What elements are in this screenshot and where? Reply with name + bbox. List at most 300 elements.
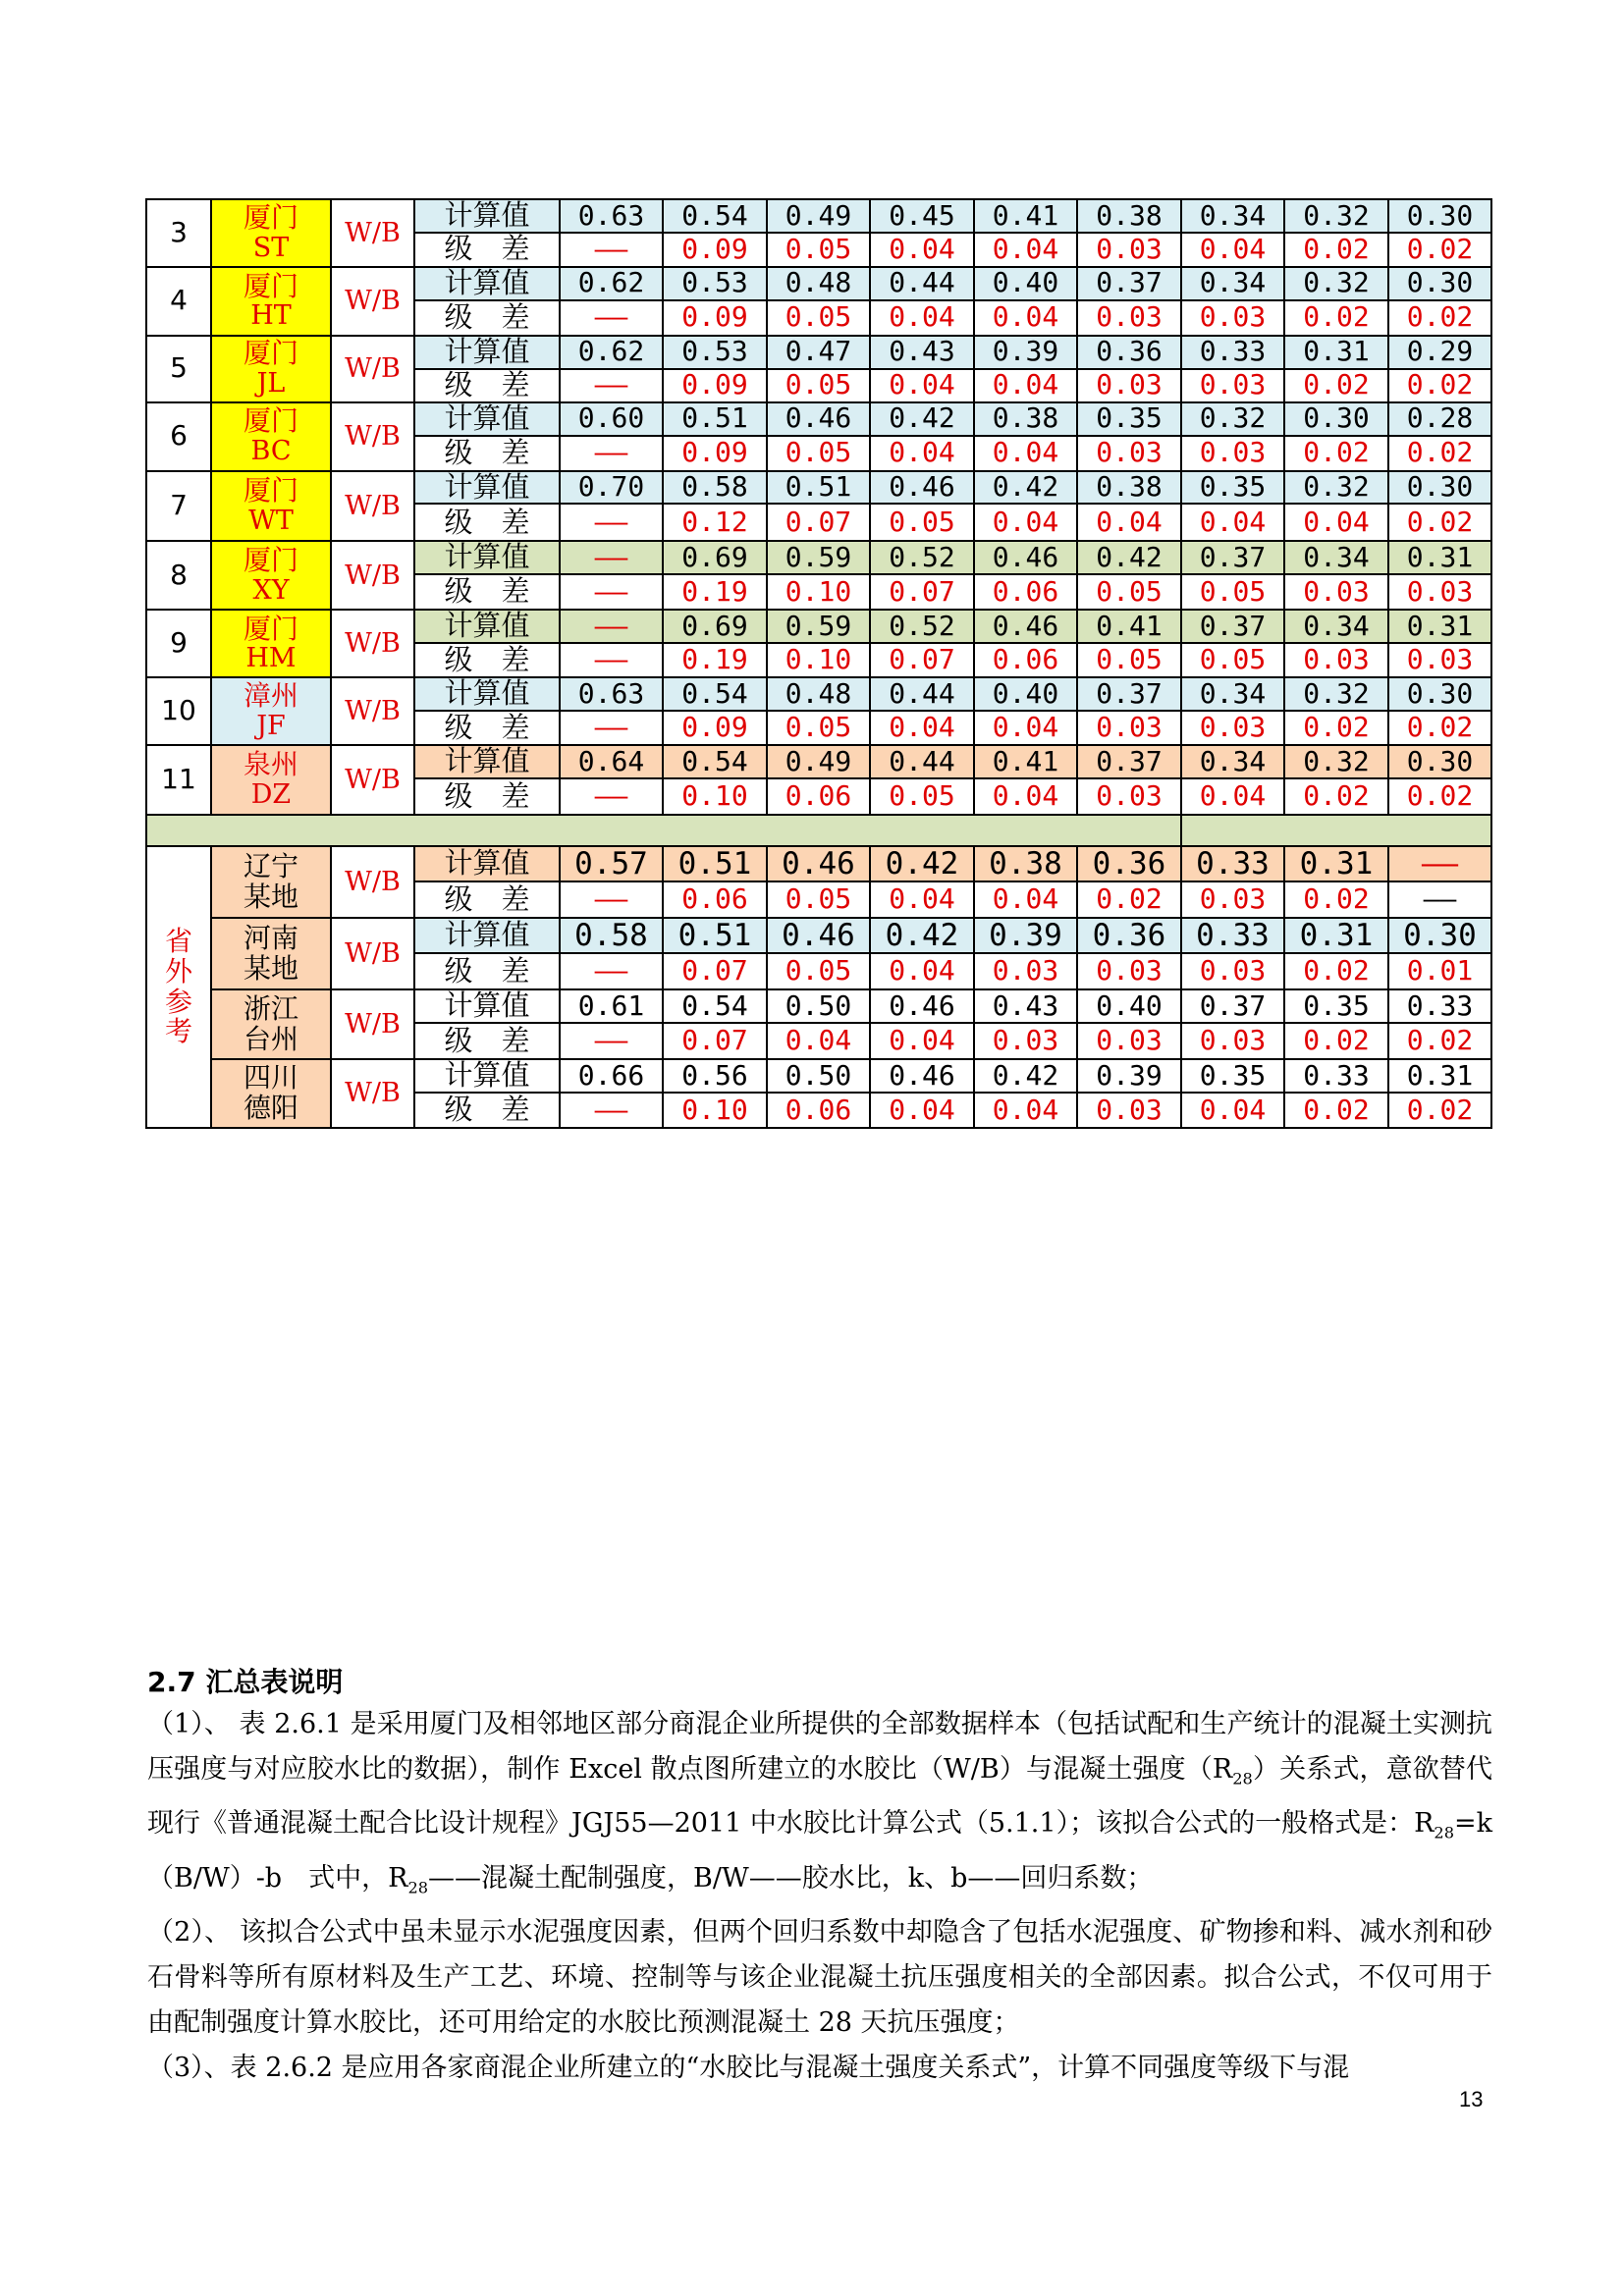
calc-value: 0.62 — [560, 336, 663, 369]
calc-value: 0.50 — [767, 989, 870, 1023]
calc-label: 计算值 — [414, 846, 560, 881]
diff-value: 0.03 — [1077, 300, 1181, 336]
calc-value: 0.45 — [870, 199, 974, 233]
calc-value: 0.58 — [560, 918, 663, 953]
diff-value: 0.07 — [663, 1023, 767, 1059]
calc-value: 0.31 — [1388, 1059, 1491, 1093]
region-city: 厦门 — [243, 404, 298, 438]
wb-label: W/B — [331, 846, 414, 918]
diff-value: 0.04 — [974, 300, 1077, 336]
table-row — [146, 745, 1491, 778]
row-number: 11 — [146, 745, 211, 815]
calc-value: 0.33 — [1181, 336, 1284, 369]
diff-value: 0.04 — [974, 436, 1077, 471]
diff-value: 0.03 — [1077, 1023, 1181, 1059]
place-name-2: 某地 — [243, 880, 298, 913]
diff-value: 0.03 — [1077, 436, 1181, 471]
calc-value: 0.59 — [767, 610, 870, 643]
table-row — [146, 610, 1491, 643]
calc-value: 0.30 — [1388, 745, 1491, 778]
calc-value: 0.46 — [870, 1059, 974, 1093]
table-row — [146, 402, 1491, 436]
calc-value: 0.46 — [767, 846, 870, 881]
diff-value: 0.02 — [1388, 778, 1491, 815]
region-code: DZ — [250, 779, 292, 811]
diff-value: 0.03 — [1388, 643, 1491, 677]
diff-value: 0.04 — [1077, 504, 1181, 541]
calc-value: 0.41 — [974, 745, 1077, 778]
diff-value: 0.07 — [870, 643, 974, 677]
diff-label: 级 差 — [414, 1023, 560, 1059]
diff-value: 0.06 — [767, 1093, 870, 1128]
paragraph-1: （1）、 表 2.6.1 是采用厦门及相邻地区部分商混企业所提供的全部数据样本（包括试配和生产统计的混凝土实测抗压强度与对应胶水比的数据），制作 Excel 散点图所建立的水胶比（W/B）与混凝土强度$(R_{28})$关系式，意欲替代现行《普通混凝土配合比设计规程》JGJ55—2011 中水胶比计算公式（5.1.1）；该拟合公式的一般格式是：$R_{28}=k(B/W)-b$ 式中，$R_{28}——$混凝土配制强度，B/W——胶水比，k、b——回归系数； — [147, 1709, 1492, 1897]
diff-value: 0.03 — [974, 1023, 1077, 1059]
diff-value: 0.06 — [974, 643, 1077, 677]
outside-reference-char: 参 — [164, 985, 192, 1018]
diff-value: 0.03 — [1181, 300, 1284, 336]
region-cell — [211, 471, 331, 542]
diff-value: 0.06 — [974, 574, 1077, 610]
diff-value: —— — [560, 233, 663, 267]
calc-value: 0.32 — [1284, 677, 1388, 711]
wb-label: W/B — [331, 267, 414, 336]
diff-value: 0.04 — [974, 881, 1077, 918]
diff-value: —— — [1388, 881, 1491, 918]
diff-value: 0.02 — [1388, 369, 1491, 402]
region-city: 厦门 — [243, 337, 298, 370]
diff-value: 0.02 — [1388, 504, 1491, 541]
diff-value: 0.04 — [1181, 778, 1284, 815]
region-code: BC — [250, 436, 292, 467]
calc-label: 计算值 — [414, 336, 560, 369]
diff-label: 级 差 — [414, 643, 560, 677]
calc-value: 0.32 — [1284, 267, 1388, 300]
diff-value: 0.10 — [767, 574, 870, 610]
wb-label: W/B — [331, 402, 414, 471]
row-number: 5 — [146, 336, 211, 402]
wb-label: W/B — [331, 541, 414, 610]
calc-value: 0.36 — [1077, 918, 1181, 953]
diff-label: 级 差 — [414, 953, 560, 989]
region-cell — [211, 267, 331, 336]
diff-label: 级 差 — [414, 711, 560, 745]
diff-value: —— — [560, 1023, 663, 1059]
diff-value: 0.07 — [767, 504, 870, 541]
diff-value: 0.03 — [1181, 711, 1284, 745]
region-code: HT — [250, 300, 292, 332]
region-cell — [211, 336, 331, 402]
diff-value: 0.09 — [663, 300, 767, 336]
calc-value: 0.33 — [1181, 918, 1284, 953]
diff-value: —— — [560, 711, 663, 745]
calc-value: 0.43 — [870, 336, 974, 369]
calc-label: 计算值 — [414, 471, 560, 505]
region-code: XY — [252, 574, 290, 606]
diff-value: 0.03 — [1077, 953, 1181, 989]
calc-value: 0.30 — [1388, 677, 1491, 711]
wb-label: W/B — [331, 745, 414, 815]
separator-cell — [1181, 815, 1491, 846]
diff-value: 0.05 — [767, 953, 870, 989]
diff-value: 0.04 — [1181, 1093, 1284, 1128]
diff-value: —— — [560, 369, 663, 402]
calc-label: 计算值 — [414, 989, 560, 1023]
diff-value: —— — [560, 436, 663, 471]
table-row — [146, 336, 1491, 369]
calc-value: 0.37 — [1181, 541, 1284, 574]
wb-label: W/B — [331, 677, 414, 745]
place-name-1: 辽宁 — [243, 849, 298, 882]
calc-value: 0.38 — [1077, 199, 1181, 233]
place-cell — [211, 989, 331, 1059]
calc-value: 0.35 — [1181, 1059, 1284, 1093]
calc-value: 0.64 — [560, 745, 663, 778]
calc-value: 0.42 — [870, 918, 974, 953]
region-code: JL — [256, 368, 286, 400]
calc-value: 0.32 — [1284, 745, 1388, 778]
wb-summary-table — [145, 198, 1492, 1129]
calc-value: 0.46 — [870, 471, 974, 505]
calc-value: 0.35 — [1284, 989, 1388, 1023]
diff-value: 0.06 — [663, 881, 767, 918]
diff-value: 0.04 — [767, 1023, 870, 1059]
row-number: 8 — [146, 541, 211, 610]
diff-value: 0.02 — [1388, 711, 1491, 745]
calc-value: 0.53 — [663, 267, 767, 300]
calc-value: 0.54 — [663, 199, 767, 233]
row-number: 7 — [146, 471, 211, 542]
region-code: WT — [248, 506, 294, 537]
calc-value: 0.37 — [1181, 989, 1284, 1023]
diff-value: 0.05 — [1077, 574, 1181, 610]
diff-value: 0.02 — [1284, 778, 1388, 815]
section-body — [147, 1702, 1492, 2091]
table-row — [146, 267, 1491, 300]
diff-value: 0.02 — [1284, 436, 1388, 471]
calc-value: 0.51 — [767, 471, 870, 505]
calc-value: 0.70 — [560, 471, 663, 505]
diff-value: 0.03 — [1284, 643, 1388, 677]
calc-value: 0.41 — [1077, 610, 1181, 643]
calc-value: 0.43 — [974, 989, 1077, 1023]
calc-value: 0.31 — [1388, 541, 1491, 574]
diff-value: 0.09 — [663, 711, 767, 745]
calc-label: 计算值 — [414, 199, 560, 233]
diff-value: 0.19 — [663, 643, 767, 677]
diff-value: 0.05 — [767, 233, 870, 267]
calc-value: 0.39 — [974, 336, 1077, 369]
calc-value: 0.54 — [663, 677, 767, 711]
calc-value: 0.40 — [974, 267, 1077, 300]
wb-label: W/B — [331, 471, 414, 542]
diff-value: —— — [560, 504, 663, 541]
calc-value: 0.44 — [870, 745, 974, 778]
calc-value: 0.38 — [1077, 471, 1181, 505]
region-code: HM — [245, 643, 297, 674]
calc-label: 计算值 — [414, 402, 560, 436]
calc-value: 0.34 — [1284, 610, 1388, 643]
table-row — [146, 989, 1491, 1023]
calc-value: 0.46 — [870, 989, 974, 1023]
region-city: 厦门 — [243, 201, 298, 235]
row-number: 9 — [146, 610, 211, 677]
diff-value: 0.02 — [1388, 1093, 1491, 1128]
region-cell — [211, 541, 331, 610]
calc-value: 0.32 — [1181, 402, 1284, 436]
calc-value: 0.56 — [663, 1059, 767, 1093]
calc-value: 0.37 — [1077, 267, 1181, 300]
diff-value: 0.03 — [1077, 711, 1181, 745]
diff-value: 0.01 — [1388, 953, 1491, 989]
calc-value: 0.34 — [1181, 745, 1284, 778]
diff-value: 0.04 — [870, 300, 974, 336]
region-cell — [211, 199, 331, 267]
diff-value: 0.03 — [1077, 778, 1181, 815]
calc-value: 0.42 — [870, 846, 974, 881]
wb-label: W/B — [331, 336, 414, 402]
calc-value: 0.42 — [870, 402, 974, 436]
calc-value: 0.51 — [663, 402, 767, 436]
diff-label: 级 差 — [414, 300, 560, 336]
diff-value: 0.04 — [1181, 233, 1284, 267]
diff-value: 0.10 — [767, 643, 870, 677]
region-code: JF — [256, 711, 286, 742]
calc-label: 计算值 — [414, 918, 560, 953]
calc-label: 计算值 — [414, 541, 560, 574]
calc-value: 0.36 — [1077, 846, 1181, 881]
page-number: 13 — [1459, 2087, 1484, 2111]
diff-value: 0.03 — [1388, 574, 1491, 610]
table-row — [146, 677, 1491, 711]
region-cell — [211, 610, 331, 677]
calc-label: 计算值 — [414, 610, 560, 643]
calc-value: 0.51 — [663, 918, 767, 953]
calc-value: 0.69 — [663, 541, 767, 574]
diff-label: 级 差 — [414, 369, 560, 402]
diff-value: 0.04 — [870, 233, 974, 267]
region-cell — [211, 745, 331, 815]
table-row — [146, 471, 1491, 505]
calc-value: 0.40 — [974, 677, 1077, 711]
row-number: 6 — [146, 402, 211, 471]
diff-value: —— — [560, 1093, 663, 1128]
calc-value: 0.53 — [663, 336, 767, 369]
calc-value: 0.31 — [1284, 846, 1388, 881]
calc-value: 0.63 — [560, 199, 663, 233]
calc-value: 0.66 — [560, 1059, 663, 1093]
separator-cell — [146, 815, 1181, 846]
diff-value: 0.10 — [663, 778, 767, 815]
diff-value: 0.03 — [1077, 369, 1181, 402]
place-name-2: 某地 — [243, 951, 298, 985]
calc-value: 0.61 — [560, 989, 663, 1023]
diff-value: 0.02 — [1388, 436, 1491, 471]
diff-label: 级 差 — [414, 504, 560, 541]
diff-value: 0.02 — [1077, 881, 1181, 918]
section-heading: 2.7 汇总表说明 — [147, 1666, 344, 1698]
calc-value: 0.42 — [974, 471, 1077, 505]
calc-value: 0.33 — [1181, 846, 1284, 881]
table-row — [146, 846, 1491, 881]
calc-value: 0.37 — [1077, 745, 1181, 778]
calc-value: 0.52 — [870, 541, 974, 574]
diff-value: 0.10 — [663, 1093, 767, 1128]
diff-label: 级 差 — [414, 778, 560, 815]
calc-value: 0.46 — [767, 402, 870, 436]
calc-value: 0.63 — [560, 677, 663, 711]
diff-value: 0.04 — [870, 881, 974, 918]
outside-reference-char: 省 — [164, 924, 192, 957]
region-city: 厦门 — [243, 474, 298, 507]
diff-value: 0.12 — [663, 504, 767, 541]
diff-value: 0.07 — [870, 574, 974, 610]
outside-reference-label — [146, 846, 211, 1128]
diff-value: —— — [560, 574, 663, 610]
row-number: 3 — [146, 199, 211, 267]
calc-value: 0.44 — [870, 677, 974, 711]
diff-value: 0.05 — [767, 300, 870, 336]
calc-value: 0.59 — [767, 541, 870, 574]
place-cell — [211, 846, 331, 918]
calc-value: 0.42 — [974, 1059, 1077, 1093]
diff-value: 0.03 — [1077, 233, 1181, 267]
calc-value: 0.32 — [1284, 199, 1388, 233]
place-name-1: 四川 — [243, 1061, 298, 1095]
diff-value: —— — [560, 778, 663, 815]
region-code: ST — [252, 233, 290, 263]
calc-label: 计算值 — [414, 267, 560, 300]
calc-value: 0.39 — [974, 918, 1077, 953]
calc-value: 0.32 — [1284, 471, 1388, 505]
region-cell — [211, 677, 331, 745]
calc-value: 0.51 — [663, 846, 767, 881]
calc-value: 0.40 — [1077, 989, 1181, 1023]
calc-value: 0.35 — [1181, 471, 1284, 505]
calc-value: 0.57 — [560, 846, 663, 881]
calc-value: 0.33 — [1388, 989, 1491, 1023]
diff-value: 0.04 — [974, 778, 1077, 815]
calc-value: 0.30 — [1388, 267, 1491, 300]
calc-value: 0.37 — [1077, 677, 1181, 711]
diff-value: 0.07 — [663, 953, 767, 989]
calc-value: 0.34 — [1181, 677, 1284, 711]
diff-label: 级 差 — [414, 574, 560, 610]
table-row — [146, 199, 1491, 233]
diff-value: 0.02 — [1284, 953, 1388, 989]
diff-value: 0.02 — [1284, 300, 1388, 336]
calc-value: 0.44 — [870, 267, 974, 300]
diff-value: —— — [560, 643, 663, 677]
separator-row — [146, 815, 1491, 846]
diff-value: 0.04 — [870, 1023, 974, 1059]
calc-value: —— — [1388, 846, 1491, 881]
calc-value: 0.28 — [1388, 402, 1491, 436]
diff-value: 0.03 — [1181, 369, 1284, 402]
row-number: 10 — [146, 677, 211, 745]
calc-value: —— — [560, 541, 663, 574]
diff-value: 0.02 — [1388, 1023, 1491, 1059]
calc-label: 计算值 — [414, 677, 560, 711]
table-row — [146, 918, 1491, 953]
diff-value: 0.02 — [1284, 881, 1388, 918]
calc-value: 0.50 — [767, 1059, 870, 1093]
place-cell — [211, 1059, 331, 1128]
diff-value: 0.19 — [663, 574, 767, 610]
calc-value: 0.47 — [767, 336, 870, 369]
region-city: 泉州 — [243, 748, 298, 781]
table-row — [146, 541, 1491, 574]
diff-value: 0.04 — [870, 436, 974, 471]
diff-value: 0.09 — [663, 369, 767, 402]
diff-value: 0.02 — [1284, 369, 1388, 402]
row-number: 4 — [146, 267, 211, 336]
calc-value: 0.35 — [1077, 402, 1181, 436]
calc-value: 0.31 — [1284, 918, 1388, 953]
diff-label: 级 差 — [414, 233, 560, 267]
place-name-1: 河南 — [243, 921, 298, 954]
diff-value: 0.09 — [663, 436, 767, 471]
calc-value: 0.38 — [974, 846, 1077, 881]
diff-value: 0.02 — [1284, 233, 1388, 267]
calc-value: 0.34 — [1181, 267, 1284, 300]
region-city: 厦门 — [243, 544, 298, 577]
calc-value: 0.33 — [1284, 1059, 1388, 1093]
diff-value: 0.02 — [1388, 300, 1491, 336]
place-name-2: 台州 — [243, 1022, 298, 1055]
calc-value: 0.58 — [663, 471, 767, 505]
diff-value: 0.03 — [1181, 881, 1284, 918]
calc-value: 0.49 — [767, 199, 870, 233]
calc-value: 0.54 — [663, 989, 767, 1023]
outside-reference-char: 外 — [164, 954, 192, 988]
diff-value: 0.04 — [974, 369, 1077, 402]
diff-value: 0.02 — [1388, 233, 1491, 267]
region-cell — [211, 402, 331, 471]
paragraph-2: （2）、 该拟合公式中虽未显示水泥强度因素，但两个回归系数中却隐含了包括水泥强度、矿物掺和料、减水剂和砂石骨料等所有原材料及生产工艺、环境、控制等与该企业混凝土抗压强度相关的全部因素。拟合公式，不仅可用于由配制强度计算水胶比，还可用给定的水胶比预测混凝土 28 天抗压强度； — [147, 1917, 1492, 2039]
place-cell — [211, 918, 331, 989]
diff-value: 0.09 — [663, 233, 767, 267]
diff-value: 0.05 — [1181, 643, 1284, 677]
diff-value: 0.06 — [767, 778, 870, 815]
calc-value: 0.69 — [663, 610, 767, 643]
diff-value: 0.03 — [1077, 1093, 1181, 1128]
diff-value: 0.04 — [974, 1093, 1077, 1128]
diff-value: 0.03 — [974, 953, 1077, 989]
calc-value: 0.46 — [767, 918, 870, 953]
calc-value: 0.30 — [1388, 471, 1491, 505]
diff-value: 0.05 — [767, 711, 870, 745]
wb-label: W/B — [331, 1059, 414, 1128]
diff-value: 0.02 — [1284, 1093, 1388, 1128]
calc-value: 0.60 — [560, 402, 663, 436]
diff-value: —— — [560, 881, 663, 918]
diff-label: 级 差 — [414, 881, 560, 918]
diff-value: 0.05 — [870, 504, 974, 541]
diff-value: 0.04 — [974, 233, 1077, 267]
calc-value: 0.52 — [870, 610, 974, 643]
calc-value: 0.30 — [1388, 918, 1491, 953]
calc-value: 0.62 — [560, 267, 663, 300]
calc-value: 0.46 — [974, 610, 1077, 643]
diff-value: 0.05 — [767, 369, 870, 402]
wb-label: W/B — [331, 199, 414, 267]
diff-value: —— — [560, 300, 663, 336]
diff-value: 0.03 — [1181, 436, 1284, 471]
diff-value: 0.04 — [1181, 504, 1284, 541]
calc-value: 0.31 — [1388, 610, 1491, 643]
wb-label: W/B — [331, 918, 414, 989]
diff-value: 0.04 — [870, 369, 974, 402]
